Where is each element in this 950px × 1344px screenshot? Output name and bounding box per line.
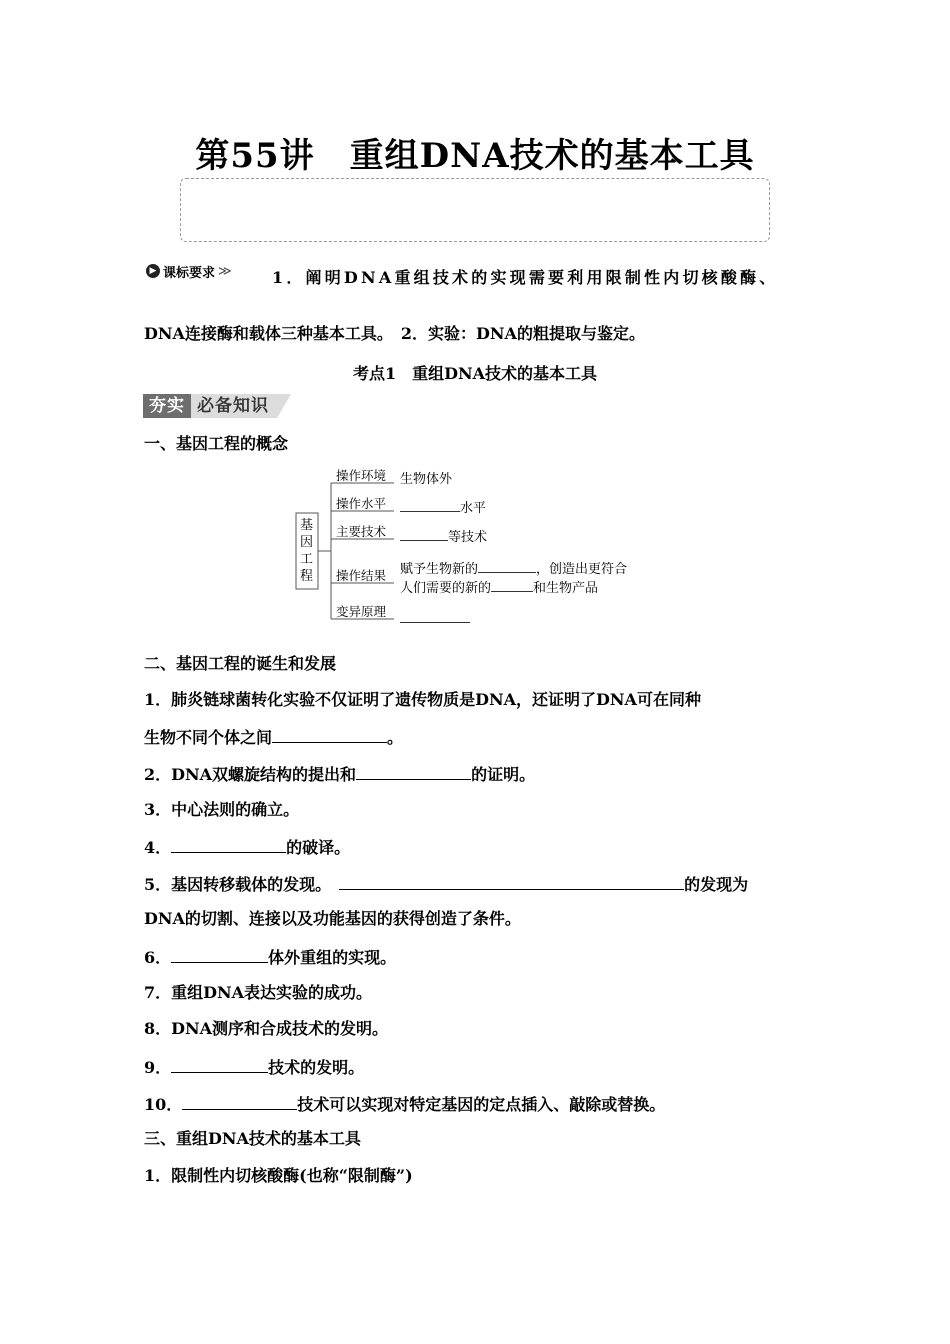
double-chevron-icon: ≫ bbox=[218, 263, 232, 279]
diagram-label-1: 操作环境 bbox=[336, 468, 387, 483]
play-icon: ▶ bbox=[146, 264, 160, 278]
diagram-text-4b: 人们需要的新的 和生物产品 bbox=[400, 581, 599, 596]
diagram-label-4: 操作结果 bbox=[336, 568, 387, 583]
diagram-text-2: 水平 bbox=[400, 497, 486, 516]
requirements-line-2: DNA连接酶和载体三种基本工具。 2．实验：DNA的粗提取与鉴定。 bbox=[144, 324, 645, 343]
item-1a: 1．肺炎链球菌转化实验不仅证明了遗传物质是DNA，还证明了DNA可在同种 bbox=[144, 690, 701, 709]
blank bbox=[400, 499, 460, 512]
item-7: 7．重组DNA表达实验的成功。 bbox=[144, 983, 373, 1002]
item-2: 2．DNA双螺旋结构的提出和 的证明。 bbox=[144, 765, 536, 784]
blank bbox=[171, 1056, 268, 1073]
diagram-label-5: 变异原理 bbox=[336, 604, 387, 619]
diagram-text-4a: 赋予生物新的 ，创造出更符合 bbox=[400, 562, 628, 577]
item-6: 6． 体外重组的实现。 bbox=[144, 948, 397, 967]
blank bbox=[400, 528, 448, 541]
blank bbox=[171, 946, 268, 963]
item-10: 10． 技术可以实现对特定基因的定点插入、敲除或替换。 bbox=[144, 1095, 666, 1114]
band-dark-label: 夯实 bbox=[143, 394, 191, 418]
diagram-label-2: 操作水平 bbox=[336, 496, 387, 511]
requirements-badge-label: 课标要求 bbox=[163, 265, 216, 281]
page-title: 第55讲 重组DNA技术的基本工具 bbox=[195, 136, 755, 176]
item-8: 8．DNA测序和合成技术的发明。 bbox=[144, 1019, 389, 1038]
blank bbox=[491, 579, 533, 592]
item-4: 4． 的破译。 bbox=[144, 838, 351, 857]
item-3: 3．中心法则的确立。 bbox=[144, 800, 300, 819]
diagram-text-1: 生物体外 bbox=[400, 472, 453, 487]
blank bbox=[339, 873, 684, 890]
kaodian-heading: 考点1 重组DNA技术的基本工具 bbox=[352, 364, 598, 383]
diagram-text-3: 等技术 bbox=[400, 526, 487, 545]
blank bbox=[400, 610, 470, 623]
item-1b: 生物不同个体之间 。 bbox=[144, 728, 404, 747]
section3-item-1: 1．限制性内切核酸酶(也称“限制酶”) bbox=[144, 1166, 413, 1185]
band-light-label: 必备知识 bbox=[191, 394, 277, 418]
section2-heading: 二、基因工程的诞生和发展 bbox=[144, 654, 337, 673]
section3-heading: 三、重组DNA技术的基本工具 bbox=[144, 1129, 361, 1148]
item-5: 5．基因转移载体的发现。 的发现为 bbox=[144, 875, 749, 894]
requirements-line-1: 1．阐明DNA重组技术的实现需要利用限制性内切核酸酶、 bbox=[272, 268, 779, 287]
diagram-label-3: 主要技术 bbox=[336, 524, 387, 539]
blank bbox=[171, 836, 286, 853]
item-5b: DNA的切割、连接以及功能基因的获得创造了条件。 bbox=[144, 909, 521, 928]
blank bbox=[272, 726, 387, 743]
diagram-root-label: 基因工程 bbox=[300, 518, 314, 584]
blank bbox=[478, 560, 536, 573]
diagram-text-5 bbox=[400, 610, 470, 627]
blank bbox=[356, 763, 471, 780]
blank bbox=[182, 1093, 297, 1110]
item-9: 9． 技术的发明。 bbox=[144, 1058, 365, 1077]
section1-heading: 一、基因工程的概念 bbox=[144, 434, 289, 453]
